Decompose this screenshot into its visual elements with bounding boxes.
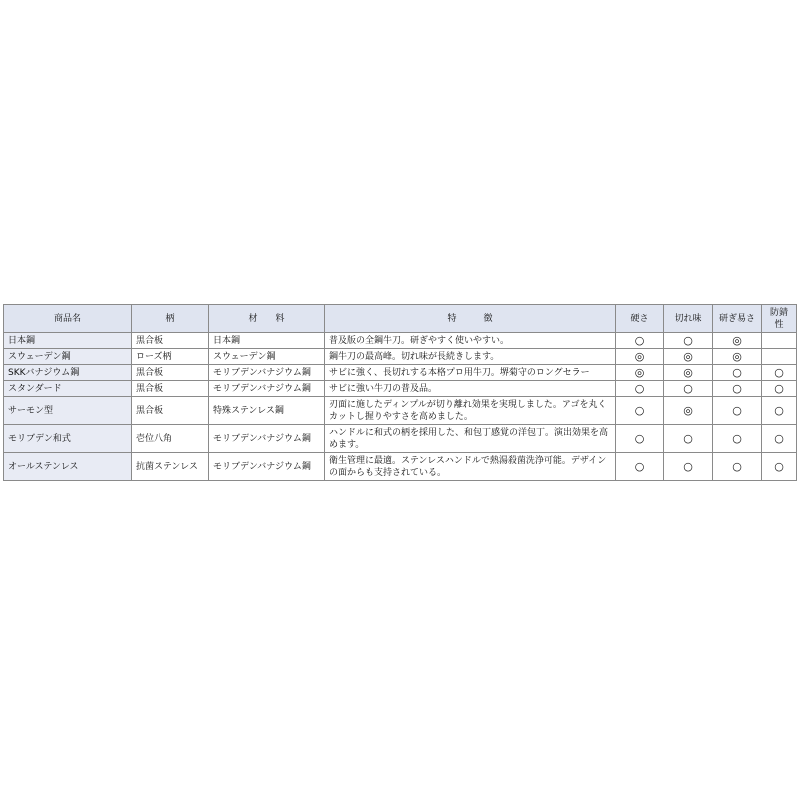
cell-hardness: ○	[616, 397, 664, 425]
table-row	[4, 365, 797, 381]
cell-rust-resistance	[762, 333, 797, 349]
cell-ease-of-sharpening: ○	[713, 397, 762, 425]
header-hardness: 硬さ	[616, 305, 664, 333]
cell-material: 日本鋼	[209, 333, 325, 349]
cell-rust-resistance: ○	[762, 365, 797, 381]
table-row	[4, 397, 797, 425]
cell-sharpness: ○	[664, 425, 713, 453]
cell-material: スウェーデン鋼	[209, 349, 325, 365]
cell-feature: ハンドルに和式の柄を採用した、和包丁感覚の洋包丁。演出効果を高めます。	[325, 425, 616, 453]
cell-handle: 黒合板	[132, 365, 209, 381]
table-header-row	[4, 305, 797, 333]
cell-ease-of-sharpening: ○	[713, 365, 762, 381]
cell-ease-of-sharpening: ○	[713, 453, 762, 481]
cell-sharpness: ○	[664, 381, 713, 397]
cell-product-name: オールステンレス	[4, 453, 132, 481]
cell-hardness: ◎	[616, 349, 664, 365]
cell-material: モリブデンバナジウム鋼	[209, 425, 325, 453]
cell-sharpness: ○	[664, 453, 713, 481]
cell-product-name: 日本鋼	[4, 333, 132, 349]
table-row	[4, 425, 797, 453]
table-row	[4, 381, 797, 397]
table-row	[4, 349, 797, 365]
cell-material: モリブデンバナジウム鋼	[209, 365, 325, 381]
cell-hardness: ○	[616, 425, 664, 453]
cell-feature: 刃面に施したディンプルが切り離れ効果を実現しました。アゴを丸くカットし握りやすさを高めました。	[325, 397, 616, 425]
cell-rust-resistance	[762, 349, 797, 365]
cell-rust-resistance: ○	[762, 425, 797, 453]
cell-material: モリブデンバナジウム鋼	[209, 453, 325, 481]
header-product-name: 商品名	[4, 305, 132, 333]
cell-handle: 黒合板	[132, 397, 209, 425]
cell-ease-of-sharpening: ◎	[713, 349, 762, 365]
cell-product-name: サーモン型	[4, 397, 132, 425]
cell-handle: 抗菌ステンレス	[132, 453, 209, 481]
product-comparison-table	[3, 304, 797, 481]
header-material: 材 料	[209, 305, 325, 333]
cell-handle: 黒合板	[132, 333, 209, 349]
cell-sharpness: ◎	[664, 365, 713, 381]
cell-handle: 壱位八角	[132, 425, 209, 453]
cell-hardness: ○	[616, 453, 664, 481]
product-comparison-table-container	[3, 304, 796, 481]
cell-product-name: SKKバナジウム鋼	[4, 365, 132, 381]
cell-feature: 普及版の全鋼牛刀。研ぎやすく使いやすい。	[325, 333, 616, 349]
cell-feature: サビに強い牛刀の普及品。	[325, 381, 616, 397]
cell-handle: ローズ柄	[132, 349, 209, 365]
cell-material: 特殊ステンレス鋼	[209, 397, 325, 425]
cell-handle: 黒合板	[132, 381, 209, 397]
cell-hardness: ○	[616, 381, 664, 397]
header-sharpness: 切れ味	[664, 305, 713, 333]
cell-ease-of-sharpening: ○	[713, 425, 762, 453]
cell-sharpness: ◎	[664, 349, 713, 365]
header-rust-resistance: 防錆性	[762, 305, 797, 333]
cell-ease-of-sharpening: ○	[713, 381, 762, 397]
header-feature: 特 徴	[325, 305, 616, 333]
header-handle: 柄	[132, 305, 209, 333]
cell-sharpness: ○	[664, 333, 713, 349]
cell-feature: 衛生管理に最適。ステンレスハンドルで熱湯殺菌洗浄可能。デザインの面からも支持されている。	[325, 453, 616, 481]
cell-rust-resistance: ○	[762, 453, 797, 481]
table-row	[4, 453, 797, 481]
cell-material: モリブデンバナジウム鋼	[209, 381, 325, 397]
cell-hardness: ○	[616, 333, 664, 349]
cell-ease-of-sharpening: ◎	[713, 333, 762, 349]
cell-rust-resistance: ○	[762, 397, 797, 425]
cell-hardness: ◎	[616, 365, 664, 381]
cell-product-name: スウェーデン鋼	[4, 349, 132, 365]
table-row	[4, 333, 797, 349]
cell-sharpness: ◎	[664, 397, 713, 425]
cell-rust-resistance: ○	[762, 381, 797, 397]
cell-product-name: スタンダード	[4, 381, 132, 397]
cell-feature: サビに強く、長切れする本格プロ用牛刀。堺菊守のロングセラー	[325, 365, 616, 381]
cell-feature: 鋼牛刀の最高峰。切れ味が長続きします。	[325, 349, 616, 365]
cell-product-name: モリブデン和式	[4, 425, 132, 453]
header-ease-of-sharpening: 研ぎ易さ	[713, 305, 762, 333]
